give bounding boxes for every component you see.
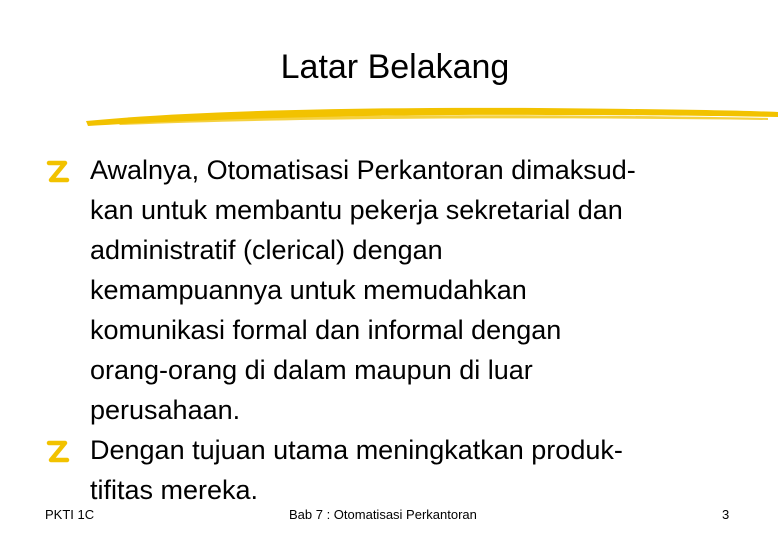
bullet-text-line: perusahaan. <box>90 395 241 425</box>
bullet-text-line: kemampuannya untuk memudahkan <box>90 275 527 305</box>
z-bullet-icon <box>44 153 72 185</box>
bullet-text-line: kan untuk membantu pekerja sekretarial dan <box>90 195 623 225</box>
bullet-text-line: tifitas mereka. <box>90 475 259 505</box>
bullet-text-line: orang-orang di dalam maupun di luar <box>90 355 533 385</box>
bullet-text-line: komunikasi formal dan informal dengan <box>90 315 562 345</box>
z-bullet-icon <box>44 433 72 465</box>
bullet-text-line: Awalnya, Otomatisasi Perkantoran dimaksud- <box>90 155 636 185</box>
footer-page-number: 3 <box>722 507 730 522</box>
title-underline-stroke <box>78 98 780 132</box>
bullet-text-line: Dengan tujuan utama meningkatkan produk- <box>90 435 623 465</box>
footer-chapter-title: Bab 7 : Otomatisasi Perkantoran <box>289 507 477 522</box>
slide-title: Latar Belakang <box>280 48 510 86</box>
footer-course-code: PKTI 1C <box>45 507 95 522</box>
bullet-text-line: administratif (clerical) dengan <box>90 235 443 265</box>
